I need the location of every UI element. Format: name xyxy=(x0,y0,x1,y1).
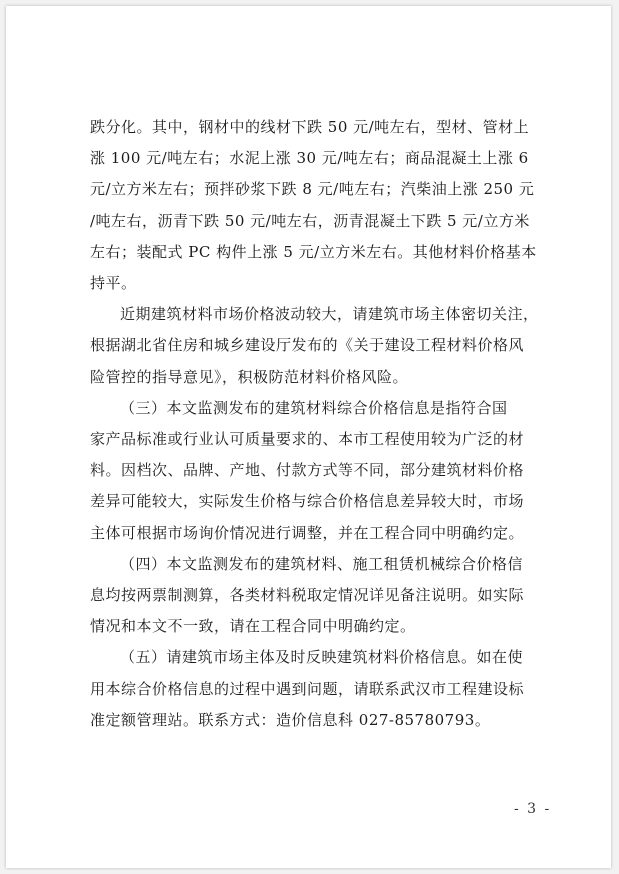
text-line: 料。因档次、品牌、产地、付款方式等不同，部分建筑材料价格 xyxy=(90,461,525,480)
text-line: 准定额管理站。联系方式：造价信息科 027-85780793。 xyxy=(90,710,491,729)
text-line: /吨左右，沥青下跌 50 元/吨左右，沥青混凝土下跌 5 元/立方米 xyxy=(90,211,530,230)
page-number: - 3 - xyxy=(514,801,552,817)
text-line: 跌分化。其中，钢材中的线材下跌 50 元/吨左右，型材、管材上 xyxy=(90,118,530,136)
text-line: 主体可根据市场询价情况进行调整，并在工程合同中明确约定。 xyxy=(90,523,525,542)
document-page xyxy=(6,6,611,868)
text-line: 用本综合价格信息的过程中遇到问题，请联系武汉市工程建设标 xyxy=(90,679,525,698)
text-line: 差异可能较大，实际发生价格与综合价格信息差异较大时，市场 xyxy=(90,492,525,511)
text-line: 持平。 xyxy=(90,274,137,293)
text-line: 元/立方米左右；预拌砂浆下跌 8 元/吨左右；汽柴油上涨 250 元 xyxy=(90,180,535,199)
text-line: 涨 100 元/吨左右；水泥上涨 30 元/吨左右；商品混凝土上涨 6 xyxy=(90,149,529,168)
paragraph-section-5 xyxy=(90,642,548,736)
paragraph-price-changes xyxy=(90,112,548,299)
text-line: 左右；装配式 PC 构件上涨 5 元/立方米左右。其他材料价格基本 xyxy=(90,242,537,261)
text-line: 根据湖北省住房和城乡建设厅发布的《关于建设工程材料价格风 xyxy=(90,336,525,355)
document-body xyxy=(90,112,548,736)
text-line: 近期建筑材料市场价格波动较大，请建筑市场主体密切关注， xyxy=(120,305,539,324)
paragraph-market-notice xyxy=(90,299,548,393)
paragraph-section-4 xyxy=(90,549,548,643)
text-line: 家产品标准或行业认可质量要求的、本市工程使用较为广泛的材 xyxy=(90,430,525,449)
text-line: （三）本文监测发布的建筑材料综合价格信息是指符合国 xyxy=(120,398,508,417)
text-line: （五）请建筑市场主体及时反映建筑材料价格信息。如在使 xyxy=(120,648,524,667)
text-line: （四）本文监测发布的建筑材料、施工租赁机械综合价格信 xyxy=(120,554,524,573)
text-line: 息均按两票制测算，各类材料税取定情况详见备注说明。如实际 xyxy=(90,586,525,605)
text-line: 情况和本文不一致，请在工程合同中明确约定。 xyxy=(90,617,416,636)
paragraph-section-3 xyxy=(90,393,548,549)
text-line: 险管控的指导意见》，积极防范材料价格风险。 xyxy=(90,367,409,386)
